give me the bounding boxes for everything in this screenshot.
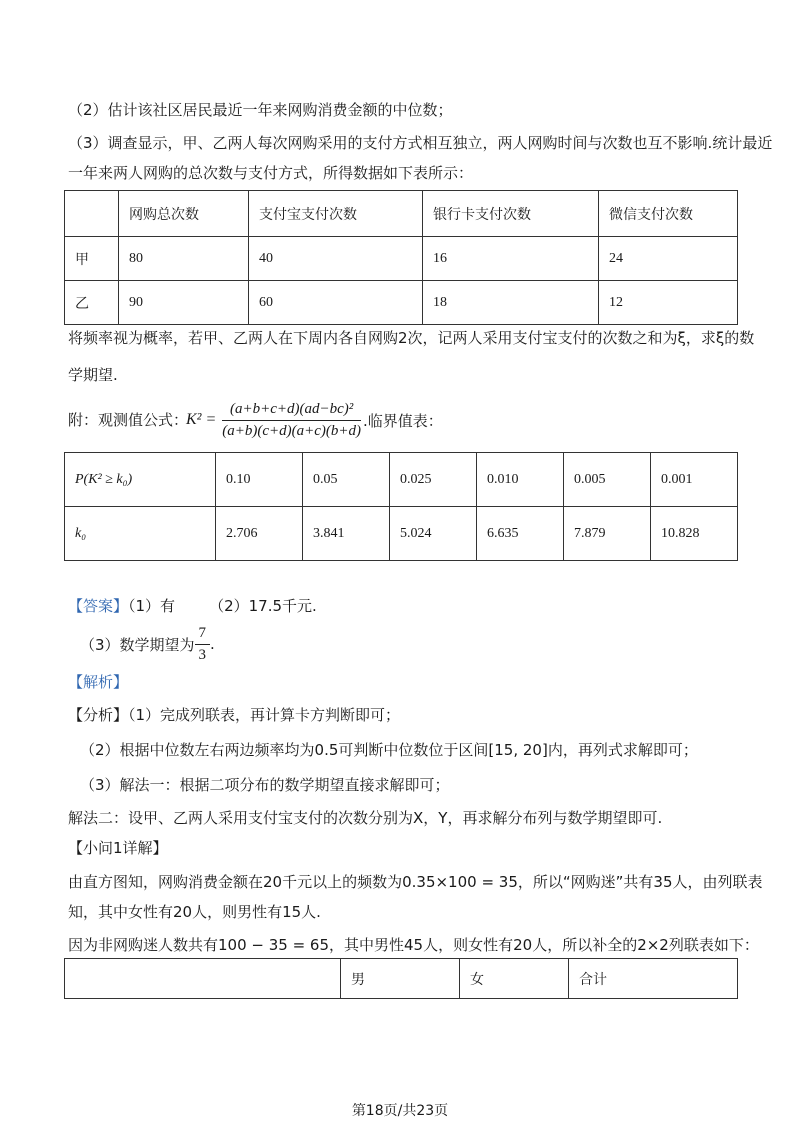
analysis-4: 解法二：设甲、乙两人采用支付宝支付的次数分别为X，Y，再求解分布列与数学期望即可. [68,809,663,827]
answer-part-3 [80,622,215,666]
detail-line-1: 由直方图知，网购消费金额在20千元以上的频数为0.35×100 = 35，所以“网购迷”共有35人，由列联表 [68,873,763,891]
table-cell: 7.879 [564,507,651,561]
table-cell: 0.025 [390,453,477,507]
question-2: （2）估计该社区居民最近一年来网购消费金额的中位数； [68,101,453,119]
question-3-line-1: （3）调查显示，甲、乙两人每次网购采用的支付方式相互独立，两人网购时间与次数也互不影响.统计最近 [68,134,773,152]
answer-line [68,596,317,616]
table-cell: k₀ [65,507,216,561]
answer-part-1: （1）有 [128,597,176,615]
table-cell: 网购总次数 [119,191,249,237]
table-cell: P(K² ≥ k₀) [65,453,216,507]
formula-numerator: (a+b+c+d)(ad−bc)² [222,401,361,421]
table-cell: 微信支付次数 [599,191,738,237]
table-cell: 乙 [65,281,119,325]
table-cell: 合计 [569,959,738,999]
table-cell: 0.10 [216,453,303,507]
analysis-3: （3）解法一：根据二项分布的数学期望直接求解即可； [80,776,450,794]
analysis-1: 【分析】（1）完成列联表，再计算卡方判断即可； [68,706,401,724]
detail-line-2: 知，其中女性有20人，则男性有15人. [68,903,321,921]
table-cell: 6.635 [477,507,564,561]
table-cell: 3.841 [303,507,390,561]
detail-line-3: 因为非网购迷人数共有100 − 35 = 65，其中男性45人，则女性有20人，所以补全的2×2列联表如下： [68,936,759,954]
table-cell: 银行卡支付次数 [423,191,599,237]
answer-fraction [195,625,211,664]
table-row [65,507,738,561]
sub-question-1-tag: 【小问1详解】 [68,839,168,857]
table-cell: 0.001 [651,453,738,507]
answer-fraction-num: 7 [195,625,211,645]
table-row [65,959,738,999]
table-cell: 24 [599,237,738,281]
table-cell: 0.005 [564,453,651,507]
formula-suffix: .临界值表： [363,411,443,430]
table-cell: 80 [119,237,249,281]
contingency-table-header [64,958,738,999]
table-cell: 甲 [65,237,119,281]
table-cell: 90 [119,281,249,325]
table-cell: 0.010 [477,453,564,507]
analysis-2: （2）根据中位数左右两边频率均为0.5可判断中位数位于区间[15, 20]内，再列式求解即可； [80,741,698,759]
formula-denominator: (a+b)(c+d)(a+c)(b+d) [222,422,362,439]
table-cell: 女 [460,959,569,999]
table-cell: 16 [423,237,599,281]
table-cell: 0.05 [303,453,390,507]
answer-fraction-den: 3 [198,646,207,663]
formula-lhs: K² = [186,411,217,428]
answer-part-3-suffix: . [210,635,215,653]
expectation-question-line-2: 学期望. [68,366,118,384]
k-squared-formula [186,395,443,445]
table-cell: 5.024 [390,507,477,561]
analysis-tag: 【解析】 [68,673,129,691]
payment-table [64,190,738,325]
table-cell: 12 [599,281,738,325]
answer-part-2: （2）17.5千元. [209,597,317,615]
table-cell: 18 [423,281,599,325]
table-cell: 10.828 [651,507,738,561]
table-cell: 2.706 [216,507,303,561]
expectation-question-line-1: 将频率视为概率，若甲、乙两人在下周内各自网购2次，记两人采用支付宝支付的次数之和为ξ，求ξ的数 [68,329,755,347]
table-cell: 60 [249,281,423,325]
answer-tag: 【答案】 [68,597,129,615]
table-row [65,281,738,325]
table-cell: 40 [249,237,423,281]
answer-part-3-label: （3）数学期望为 [80,635,195,654]
critical-value-table [64,452,738,561]
table-cell: 男 [341,959,460,999]
formula-label: 附：观测值公式： [68,411,189,429]
question-3-line-2: 一年来两人网购的总次数与支付方式，所得数据如下表所示： [68,164,474,182]
page-footer: 第18页/共23页 [351,1103,449,1119]
table-cell [65,191,119,237]
table-row [65,191,738,237]
table-cell: 支付宝支付次数 [249,191,423,237]
table-row [65,237,738,281]
formula-fraction [222,401,361,440]
table-row [65,453,738,507]
table-cell [65,959,341,999]
